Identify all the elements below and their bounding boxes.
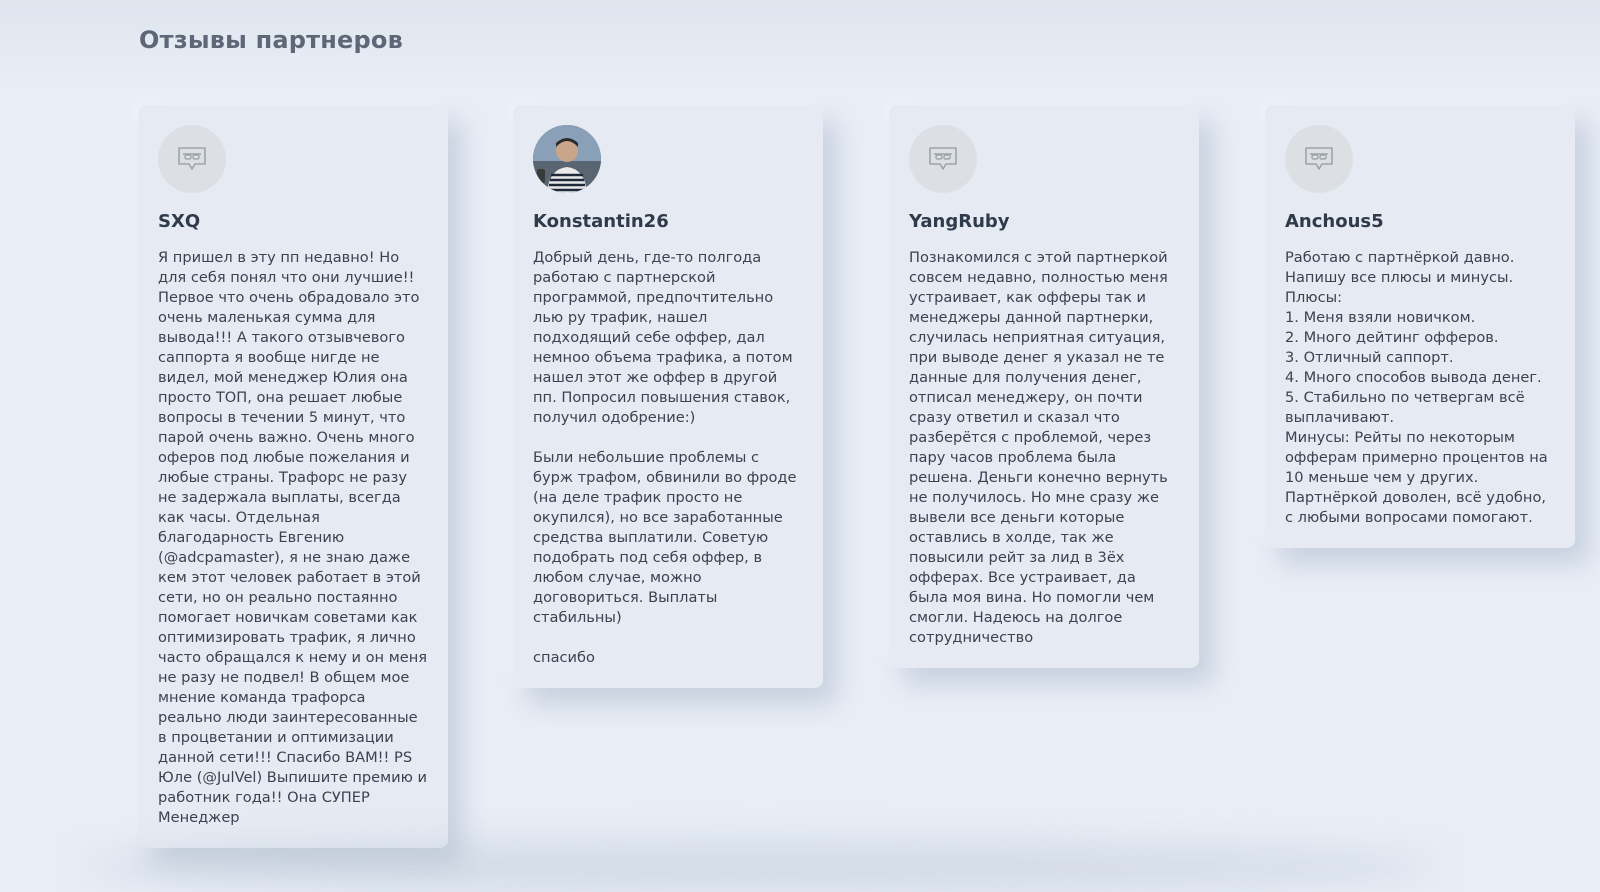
review-author: Anchous5 (1285, 211, 1384, 232)
review-author: SXQ (158, 211, 201, 232)
chat-bubble-icon (175, 142, 209, 176)
review-text: Я пришел в эту пп недавно! Но для себя понял что они лучшие!! Первое что очень обрадовало это очень маленькая сумма для вывода!!! А такого отзывчевого саппорта я вообще нигде не видел, мой менеджер Юлия она просто ТОП, она решает любые вопросы в течении 5 минут, что парой очень важно. Очень много оферов под любые пожелания и любые страны. Трафорс не разу не задержала выплаты, всегда как часы. Отдельная благодарность Евгению (@adcpamaster), я не знаю даже кем этот человек работает в этой сети, но он реально постаянно помогает новичкам советами как оптимизировать трафик, я лично часто обращался к нему и он меня не разу не подвел! В общем мое мнение команда трафорса реально люди заинтересованные в процветании и оптимизации данной сети!!! Спасибо ВАМ!! PS Юле (@JulVel) Выпишите премию и работник года!! Она СУПЕР Менеджер (158, 249, 428, 826)
review-text: Добрый день, где-то полгода работаю с партнерской программой, предпочтительно лью ру трафик, нашел подходящий себе оффер, дал немноо объема трафика, а потом нашел этот же оффер в другой пп. Попросил повышения ставок, получил одобрение:) Были небольшие проблемы с бурж трафом, обвинили во фроде (на деле трафик просто не окупился), но все заработанные средства выплатили. Советую подобрать под себя оффер, в любом случае, можно договориться. Выплаты стабильны) спасибо (533, 249, 797, 666)
review-text: Работаю с партнёркой давно. Напишу все плюсы и минусы. Плюсы: 1. Меня взяли новичком. 2. Много дейтинг офферов. 3. Отличный саппорт. 4. Много способов вывода денег. 5. Стабильно по четвергам всё выплачивают. Минусы: Рейты по некоторым офферам примерно процентов на 10 меньше чем у других. Партнёркой доволен, всё удобно, с любыми вопросами помогают. (1285, 249, 1548, 526)
avatar (909, 125, 977, 193)
chat-bubble-icon (1302, 142, 1336, 176)
user-photo (533, 125, 601, 193)
page-title: Отзывы партнеров (139, 26, 403, 54)
review-author: YangRuby (909, 211, 1010, 232)
bottom-shadow (80, 842, 1440, 892)
review-card (513, 105, 823, 688)
review-author: Konstantin26 (533, 211, 669, 232)
review-card (138, 105, 448, 848)
avatar (533, 125, 601, 193)
review-card (1265, 105, 1575, 548)
review-text: Познакомился с этой партнеркой совсем недавно, полностью меня устраивает, как офферы так и менеджеры данной партнерки, случилась неприятная ситуация, при выводе денег я указал не те данные для получения денег, отписал менеджеру, он почти сразу ответил и сказал что разберётся с проблемой, через пару часов проблема была решена. Деньги конечно вернуть не получилось. Но мне сразу же вывели все деньги которые оставлись в холде, так же повысили рейт за лид в 3ёх офферах. Все устраивает, да была моя вина. Но помогли чем смогли. Надеюсь на долгое сотрудничество (909, 249, 1168, 646)
review-card (889, 105, 1199, 668)
chat-bubble-icon (926, 142, 960, 176)
avatar (158, 125, 226, 193)
avatar (1285, 125, 1353, 193)
